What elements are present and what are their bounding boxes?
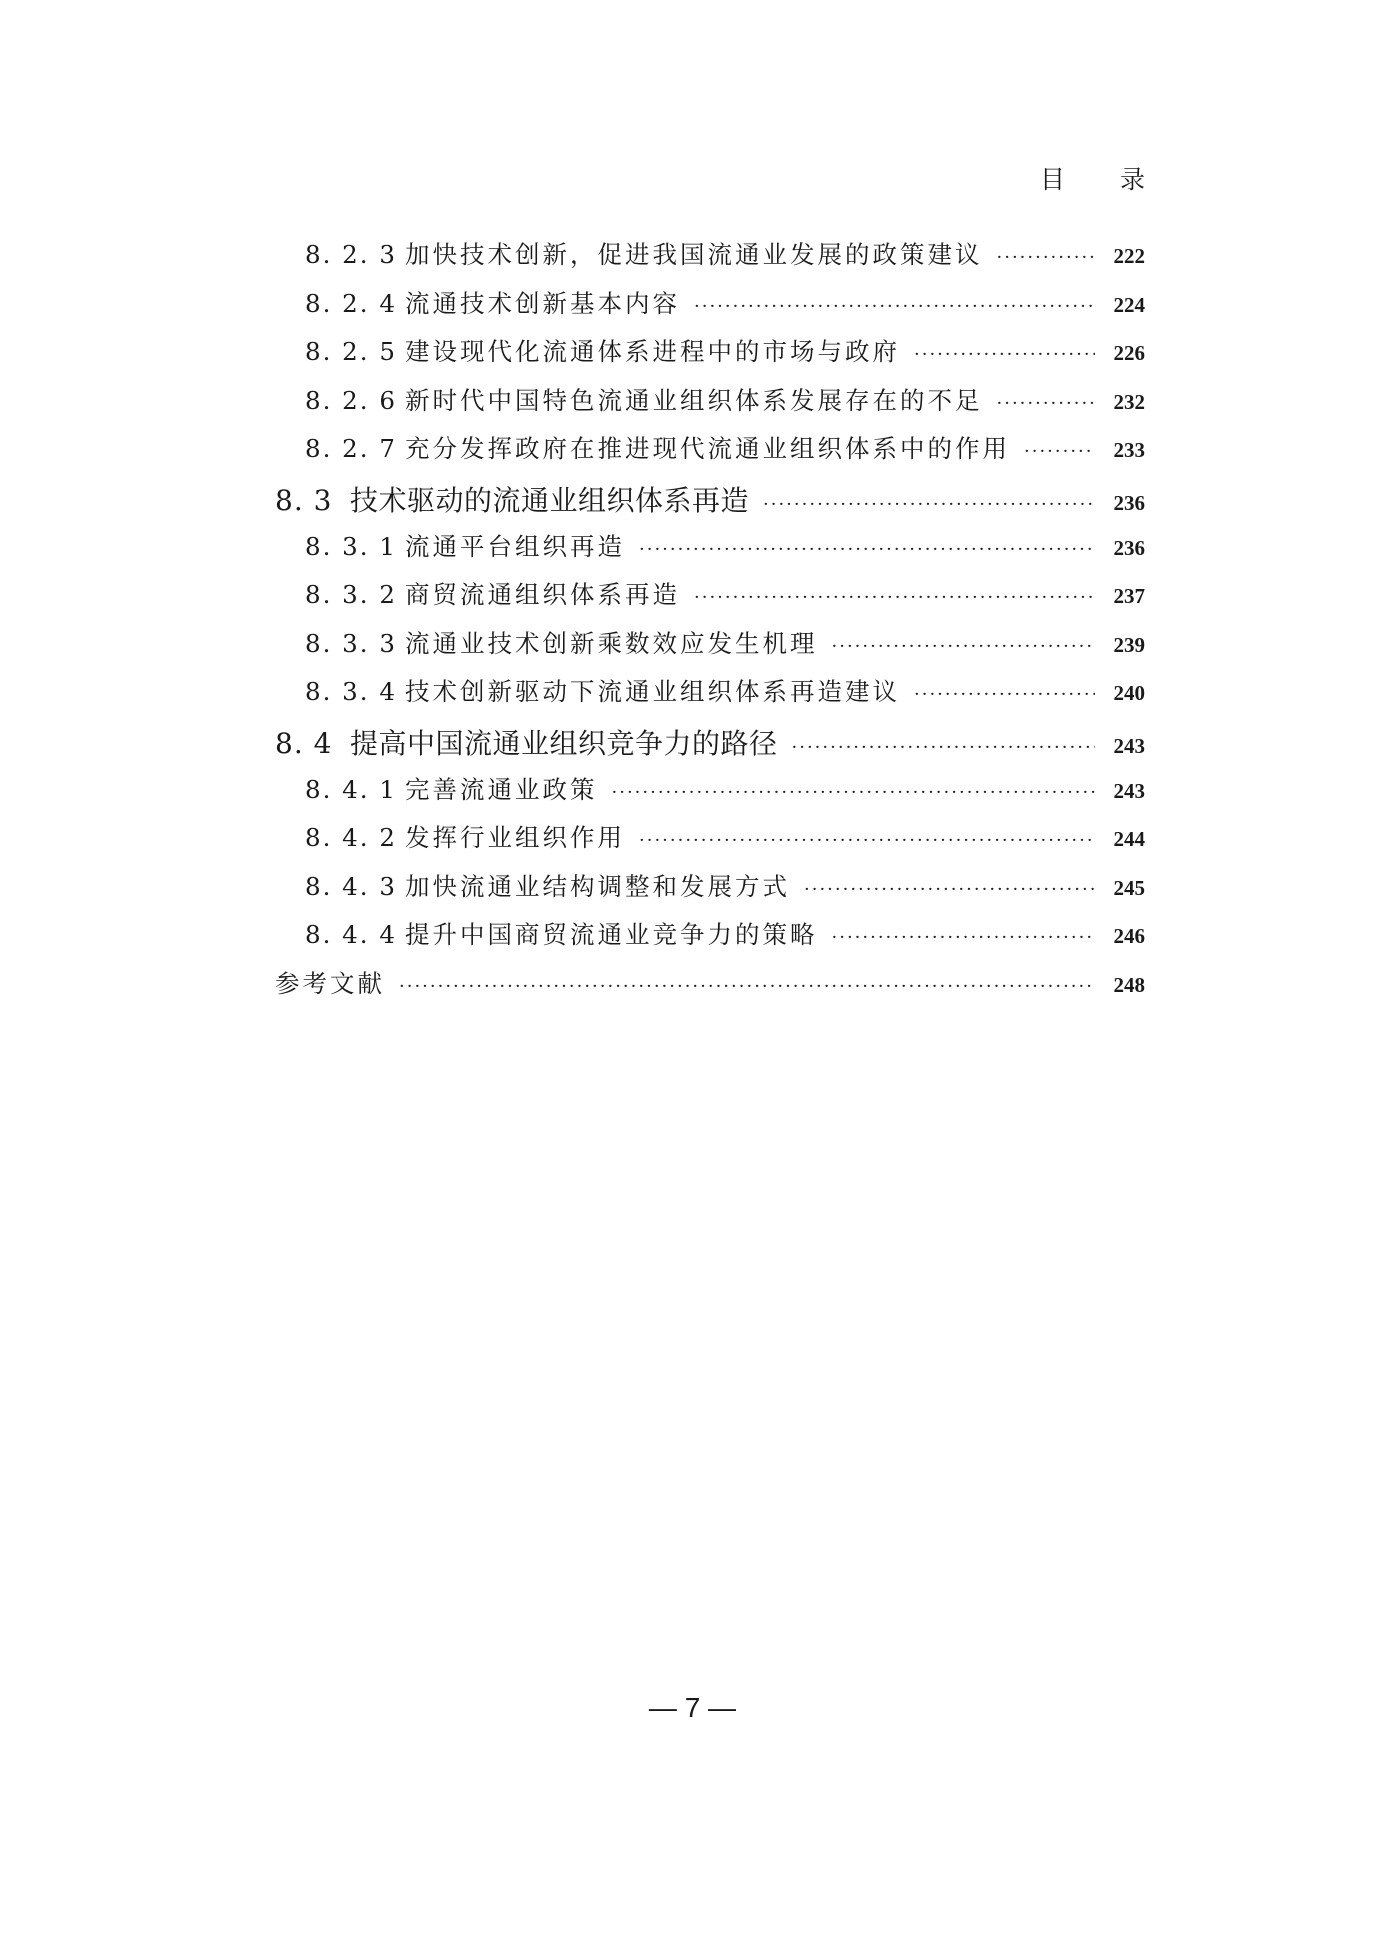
toc-page-number: 248: [1113, 972, 1145, 997]
toc-dot-leader: [639, 539, 1095, 560]
toc-dot-leader: [914, 344, 1095, 365]
toc-dot-leader: [997, 393, 1096, 414]
toc-title: 充分发挥政府在推进现代流通业组织体系中的作用: [405, 434, 1010, 464]
toc-page-number: 232: [1113, 389, 1145, 414]
toc-title: 加快流通业结构调整和发展方式: [405, 871, 790, 901]
toc-page-number: 233: [1113, 438, 1145, 463]
toc-title: 加快技术创新，促进我国流通业发展的政策建议: [405, 240, 983, 269]
toc-entry[interactable]: [275, 333, 1145, 382]
toc-section-number: 8. 3. 4: [305, 677, 397, 707]
toc-section-number: 8. 4. 2: [305, 823, 397, 853]
toc-entry[interactable]: [275, 528, 1145, 577]
toc-title: 提高中国流通业组织竞争力的路径: [350, 726, 778, 760]
toc-page-number: 240: [1113, 681, 1145, 706]
toc-page-number: 236: [1113, 535, 1145, 560]
toc-dot-leader: [832, 636, 1096, 657]
toc-section-number: 8. 4: [275, 726, 333, 760]
toc-dot-leader: [694, 296, 1095, 317]
toc-title: 新时代中国特色流通业组织体系发展存在的不足: [405, 385, 983, 415]
running-header: [1040, 160, 1145, 196]
toc-page-number: 224: [1113, 292, 1145, 317]
toc-dot-leader: [914, 684, 1095, 705]
toc-section-number: 8. 3: [275, 483, 333, 517]
toc-entry[interactable]: [275, 236, 1145, 285]
toc-section-number: 8. 2. 5: [305, 337, 397, 367]
toc-page-number: 226: [1113, 341, 1145, 366]
toc-dot-leader: [997, 247, 1096, 268]
toc-page-number: 243: [1113, 778, 1145, 803]
toc-entry[interactable]: [275, 382, 1145, 431]
toc-title: 发挥行业组织作用: [405, 823, 625, 853]
toc-section-number: 8. 3. 3: [305, 628, 397, 658]
toc-title: 技术驱动的流通业组织体系再造: [350, 483, 750, 517]
toc-page-number: 246: [1113, 924, 1145, 949]
toc-entry[interactable]: [275, 625, 1145, 674]
toc-section-number: 8. 4. 4: [305, 920, 397, 950]
toc-dot-leader: [399, 976, 1095, 997]
toc-entry[interactable]: [275, 916, 1145, 965]
toc-entry[interactable]: [275, 673, 1145, 722]
toc-section-number: 8. 2. 7: [305, 434, 397, 464]
toc-dot-leader: [792, 737, 1095, 758]
toc-section-number: 8. 2. 4: [305, 288, 397, 318]
toc-title: 流通技术创新基本内容: [405, 288, 680, 318]
toc-title: 参考文献: [275, 968, 385, 998]
toc-page-number: 243: [1113, 733, 1145, 758]
toc-title: 提升中国商贸流通业竞争力的策略: [405, 920, 818, 950]
toc-page-number: 236: [1113, 490, 1145, 515]
toc-title: 商贸流通组织体系再造: [405, 580, 680, 610]
page-footer-number: — 7 —: [648, 1692, 737, 1723]
toc-section-number: 8. 3. 2: [305, 580, 397, 610]
toc-section-number: 8. 2. 3: [305, 240, 397, 269]
toc-title: 流通业技术创新乘数效应发生机理: [405, 628, 818, 658]
toc-entry[interactable]: [275, 479, 1145, 528]
table-of-contents: [275, 236, 1145, 1014]
toc-entry[interactable]: [275, 771, 1145, 820]
toc-title: 技术创新驱动下流通业组织体系再造建议: [405, 677, 900, 707]
toc-page-number: 239: [1113, 632, 1145, 657]
running-header-char: 录: [1119, 165, 1145, 194]
toc-section-number: 8. 2. 6: [305, 385, 397, 415]
toc-title: 建设现代化流通体系进程中的市场与政府: [405, 337, 900, 367]
toc-entry[interactable]: [275, 722, 1145, 771]
toc-dot-leader: [612, 782, 1096, 803]
toc-title: 流通平台组织再造: [405, 531, 625, 561]
toc-entry[interactable]: [275, 819, 1145, 868]
toc-dot-leader: [804, 879, 1095, 900]
toc-section-number: 8. 4. 1: [305, 774, 397, 804]
toc-section-number: 8. 3. 1: [305, 531, 397, 561]
toc-page-number: 244: [1113, 827, 1145, 852]
toc-section-number: 8. 4. 3: [305, 871, 397, 901]
toc-page-number: 222: [1113, 244, 1145, 268]
toc-page-number: 237: [1113, 584, 1145, 609]
toc-entry[interactable]: [275, 576, 1145, 625]
toc-dot-leader: [639, 830, 1095, 851]
toc-dot-leader: [694, 587, 1095, 608]
toc-entry[interactable]: [275, 285, 1145, 334]
running-header-char: 目: [1040, 165, 1066, 194]
toc-dot-leader: [1024, 441, 1095, 462]
toc-entry[interactable]: [275, 430, 1145, 479]
toc-title: 完善流通业政策: [405, 774, 598, 804]
toc-entry[interactable]: [275, 965, 1145, 1014]
toc-dot-leader: [763, 494, 1095, 515]
toc-page-number: 245: [1113, 875, 1145, 900]
toc-dot-leader: [832, 927, 1096, 948]
toc-entry[interactable]: [275, 868, 1145, 917]
